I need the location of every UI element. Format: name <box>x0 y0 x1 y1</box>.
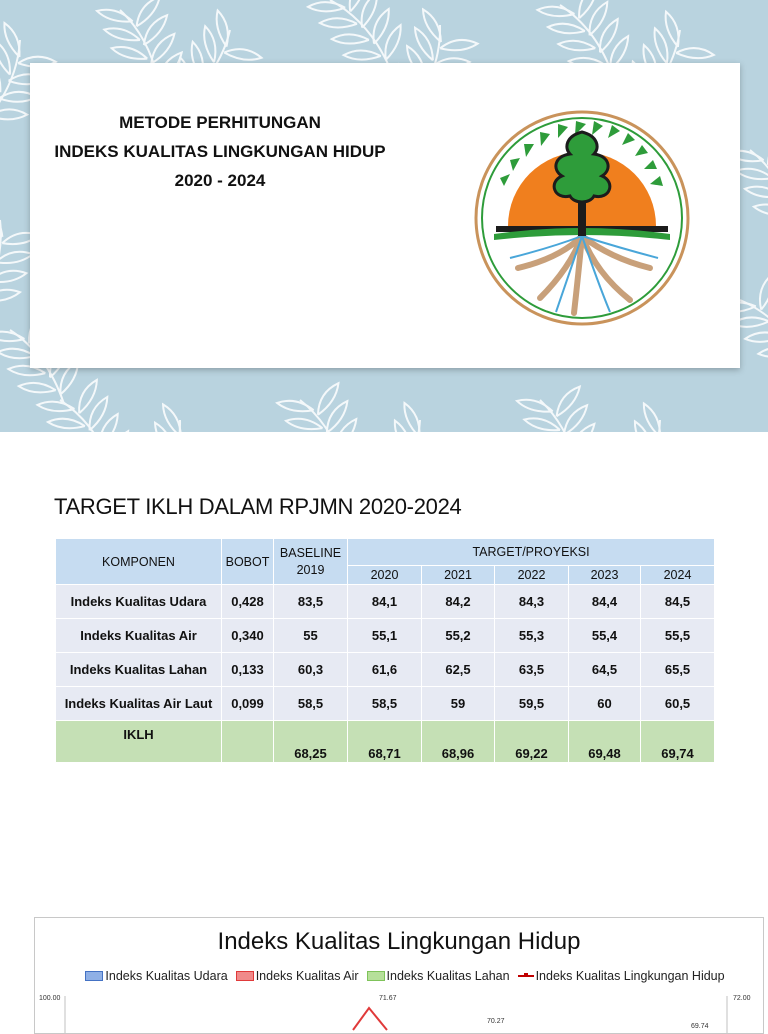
title-line-3: 2020 - 2024 <box>174 171 266 190</box>
legend-swatch-green <box>367 971 385 981</box>
chart-legend <box>75 969 735 983</box>
total-value: 68,96 <box>422 721 495 763</box>
table-row <box>56 619 715 653</box>
chart-title: Indeks Kualitas Lingkungan Hidup <box>217 928 581 955</box>
row-value: 84,4 <box>569 585 641 619</box>
total-value: 69,22 <box>495 721 569 763</box>
title-line-1: METODE PERHITUNGAN <box>119 113 321 132</box>
row-baseline: 60,3 <box>274 653 348 687</box>
table-slide-title: TARGET IKLH DALAM RPJMN 2020-2024 <box>54 494 462 519</box>
header-year: 2021 <box>422 566 495 585</box>
row-name: Indeks Kualitas Air Laut <box>56 687 222 721</box>
header-bobot: BOBOT <box>222 539 274 585</box>
legend-item <box>367 969 510 983</box>
row-bobot: 0,099 <box>222 687 274 721</box>
legend-label: Indeks Kualitas Udara <box>105 969 228 983</box>
iklh-chart <box>34 917 764 1034</box>
iklh-target-table <box>55 538 715 763</box>
row-value: 55,1 <box>348 619 422 653</box>
legend-line-marker-icon <box>518 975 534 977</box>
row-value: 64,5 <box>569 653 641 687</box>
legend-label: Indeks Kualitas Lahan <box>386 969 510 983</box>
row-value: 59,5 <box>495 687 569 721</box>
row-value: 58,5 <box>348 687 422 721</box>
row-bobot: 0,133 <box>222 653 274 687</box>
row-value: 84,1 <box>348 585 422 619</box>
iklh-series-line <box>353 1008 387 1030</box>
legend-item <box>236 969 359 983</box>
row-baseline: 58,5 <box>274 687 348 721</box>
row-value: 84,3 <box>495 585 569 619</box>
table-row <box>56 653 715 687</box>
title-slide <box>0 0 768 432</box>
legend-label: Indeks Kualitas Air <box>255 969 359 983</box>
row-bobot: 0,428 <box>222 585 274 619</box>
row-value: 84,5 <box>641 585 715 619</box>
row-value: 65,5 <box>641 653 715 687</box>
row-value: 62,5 <box>422 653 495 687</box>
row-name: Indeks Kualitas Lahan <box>56 653 222 687</box>
leaf-sprig <box>356 403 461 432</box>
leaf-sprig <box>122 404 222 432</box>
table-total-row <box>56 721 715 763</box>
header-baseline <box>274 539 348 585</box>
row-name: Indeks Kualitas Air <box>56 619 222 653</box>
row-value: 55,4 <box>569 619 641 653</box>
point-label: 70.27 <box>487 1018 505 1025</box>
row-baseline: 83,5 <box>274 585 348 619</box>
row-value: 55,5 <box>641 619 715 653</box>
row-value: 63,5 <box>495 653 569 687</box>
table-row <box>56 585 715 619</box>
total-bobot <box>222 721 274 763</box>
total-name: IKLH <box>56 721 222 763</box>
header-komponen: KOMPONEN <box>56 539 222 585</box>
point-label: 71.67 <box>379 995 397 1002</box>
row-value: 55,3 <box>495 619 569 653</box>
row-name: Indeks Kualitas Udara <box>56 585 222 619</box>
klhk-tree-emblem-icon <box>470 108 694 328</box>
leaf-sprig <box>37 372 142 432</box>
row-value: 84,2 <box>422 585 495 619</box>
title-line-2: INDEKS KUALITAS LINGKUNGAN HIDUP <box>54 142 386 161</box>
row-baseline: 55 <box>274 619 348 653</box>
right-axis-top-label: 72.00 <box>733 995 751 1002</box>
row-bobot: 0,340 <box>222 619 274 653</box>
header-year: 2024 <box>641 566 715 585</box>
header-baseline-label: BASELINE <box>279 545 342 560</box>
row-value: 59 <box>422 687 495 721</box>
total-baseline: 68,25 <box>274 721 348 763</box>
legend-label: Indeks Kualitas Lingkungan Hidup <box>535 969 725 983</box>
header-year: 2022 <box>495 566 569 585</box>
header-target: TARGET/PROYEKSI <box>348 539 715 566</box>
legend-item <box>85 969 227 983</box>
header-year: 2020 <box>348 566 422 585</box>
total-value: 69,74 <box>641 721 715 763</box>
legend-item <box>518 969 725 983</box>
header-baseline-year: 2019 <box>296 562 325 577</box>
leaf-sprig <box>277 375 377 432</box>
legend-swatch-blue <box>85 971 103 981</box>
row-value: 60 <box>569 687 641 721</box>
total-value: 68,71 <box>348 721 422 763</box>
leaf-sprig <box>517 379 612 432</box>
row-value: 60,5 <box>641 687 715 721</box>
left-axis-top-label: 100.00 <box>39 995 61 1002</box>
point-label: 69.74 <box>691 1023 709 1030</box>
legend-swatch-red <box>236 971 254 981</box>
header-year: 2023 <box>569 566 641 585</box>
row-value: 55,2 <box>422 619 495 653</box>
row-value: 61,6 <box>348 653 422 687</box>
leaf-sprig <box>598 403 701 432</box>
table-row <box>56 687 715 721</box>
slide-title <box>30 108 410 195</box>
total-value: 69,48 <box>569 721 641 763</box>
